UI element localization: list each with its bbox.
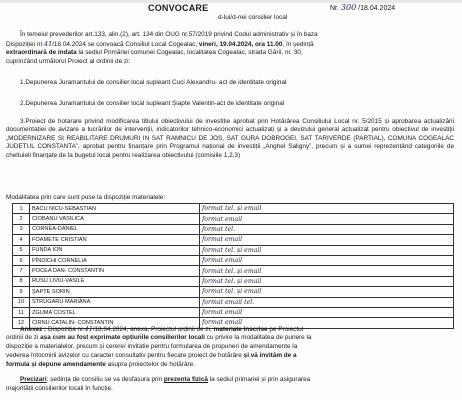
row-number: 10	[13, 297, 30, 307]
annex-text-2: /18.04.2024, anexa, Proiectul ordinii de zi,	[92, 326, 214, 333]
agenda-item-1: 1.Depunerea Juramantului de consilier local supleant Cuci Alexandru- act de identitate original	[20, 79, 287, 86]
number-handwritten: 300	[340, 3, 357, 12]
councillor-name: CORNEA-DANIEL	[30, 224, 200, 234]
councillor-name: ȘAPTE SORIN	[30, 287, 200, 297]
annex-line-2	[6, 334, 311, 341]
handwritten-option: format email tel.	[200, 297, 454, 307]
agenda-item-2: 2.Depunerea Juramantului de consilier local supleant Șiapte Valentin-act de identitate original	[20, 100, 285, 107]
annex-line-2a: ordinii de zi	[6, 334, 41, 341]
annex-text-3: pe Proiectul	[267, 326, 304, 333]
precizari-line-2: majorității consilierilor locali în funcție.	[6, 385, 113, 392]
handwritten-option: format email	[200, 235, 454, 245]
intro-date-time: vineri, 19.04.2024, ora 11.00	[198, 41, 283, 48]
councillor-name: ZGUMA COSTEL	[30, 307, 200, 317]
row-number: 5	[13, 245, 30, 255]
intro-line-2	[6, 40, 314, 48]
table-row	[13, 297, 454, 307]
intro-sedinta: , în ședință	[282, 41, 314, 48]
annex-line-5b: asupra proiectelor de hotărâre.	[105, 361, 195, 368]
precizari-text-1: : ședința de consiliu se va desfașura prin	[46, 376, 164, 383]
annex-line-2b: cu privire la modalitatea de punere la	[204, 334, 312, 341]
precizari-line-1	[20, 376, 310, 383]
annex-text-1: Dispoziția nr.	[46, 326, 85, 333]
row-number: 6	[13, 255, 30, 265]
annex-options: așa cum au fost exprimate opțiunile consilierilor locali	[40, 334, 205, 341]
handwritten-option: format tel. și email	[200, 266, 454, 276]
intro-dispozitie-number: 41	[44, 40, 53, 48]
councillor-name: STRUGARU MARIANA	[30, 297, 200, 307]
row-number: 8	[13, 276, 30, 286]
annex-line-4a: vederea întocmirii avizelor cu caracter consultativ pentru fiecare proiect de hotărâre	[6, 352, 244, 359]
councillor-name: CIRNU CATALIN- CONSTANTIN	[30, 318, 200, 328]
table-row	[13, 266, 454, 276]
councillor-name: PÎNDICHI CORNELIA	[30, 255, 200, 265]
councillor-name: CIOBANU VASILICA	[30, 214, 200, 224]
row-number: 11	[13, 307, 30, 317]
table-row	[13, 214, 454, 224]
handwritten-option: format tel.	[200, 224, 454, 234]
annex-line-1	[20, 325, 303, 333]
table-row	[13, 276, 454, 286]
annex-line-5	[6, 361, 195, 368]
annex-dispozitie-number: 41	[84, 325, 93, 333]
table-row	[13, 224, 454, 234]
table-row	[13, 204, 454, 214]
table-row	[13, 245, 454, 255]
table-row	[13, 307, 454, 317]
handwritten-option: format tel. și email	[200, 276, 454, 286]
row-number: 4	[13, 235, 30, 245]
row-number: 9	[13, 287, 30, 297]
intro-line-4: cuprinzând următorul Proiect al ordinii de zi:	[6, 58, 131, 65]
row-number: 1	[13, 204, 30, 214]
table-row	[13, 287, 454, 297]
precizari-physical: prezenta fizică	[163, 376, 208, 383]
handwritten-option: format email	[200, 318, 454, 328]
table-row	[13, 255, 454, 265]
row-number: 3	[13, 224, 30, 234]
annex-invite: și vă invităm de a	[243, 352, 297, 359]
councillor-name: BACU NICU-SEBASTIAN	[30, 204, 200, 214]
handwritten-option: format tel. și email	[200, 287, 454, 297]
councillor-name: POCEA DAN- CONSTANTIN	[30, 266, 200, 276]
annex-line-3: dispoziție a materialelor, precum și cerere/ invitatie pentru formularea de propuneri de amendamente la	[6, 343, 298, 350]
precizari-text-2: la sediul primariei și prin asigurarea	[207, 376, 311, 383]
intro-dispozitie-label: Dispoziției nr.	[6, 41, 45, 48]
handwritten-option: format tel. și email	[200, 204, 454, 214]
document-number	[330, 3, 395, 12]
number-date: /18.04.2024	[358, 5, 396, 12]
handwritten-option: format email	[200, 255, 454, 265]
intro-session-type: extraordinară de indata	[6, 49, 77, 56]
annex-label: Anexez :	[20, 326, 47, 333]
handwritten-option: format email	[200, 214, 454, 224]
councillor-name: FOAMETE CRISTIAN	[30, 235, 200, 245]
councillor-name: RUSU LIVIU-VASILE	[30, 276, 200, 286]
annex-amendments: formula și depune amendamente	[6, 361, 106, 368]
row-number: 12	[13, 318, 30, 328]
intro-line-3	[6, 49, 303, 56]
annex-line-4	[6, 352, 297, 359]
agenda-item-3: 3.Proiect de hotarare privind modificarea titlului obiectivului de investitie aprobat prin Hotărârea Consiliului Local nr. 5/2015 și aprobarea actualizării documentației de avizare a lucrărilor de intervenții, indicatorilor tehnico-economici actualizați și a devizului general actualizat pentru obiectivul de investiții „MODERNIZARE SI REABILITARE DRUMURI IN SAT RAMNICU DE JOS, SAT GURA DOBROGEI, SAT TARIVERDE (PARTIAL), COMUNA COGEALAC JUDETUL CONSTANTA”, aprobat pentru finanțare prin Programul național de investiții „Anghel Saligny”, precum și a sumei reprezentând categoriile de cheltuieli finanțate de la bugetul local pentru realizarea obiectivului (comisiile 1,2,3)	[6, 118, 454, 159]
precizari-label: Precizari	[20, 376, 47, 383]
document-title: CONVOCARE	[148, 3, 209, 13]
councillor-name: FUNDA ION	[30, 245, 200, 255]
handwritten-option: format email	[200, 307, 454, 317]
handwritten-option: format tel. și email	[200, 245, 454, 255]
materials-caption: Modalitatea prin care sunt puse la dispoziție materialele:	[6, 194, 166, 201]
number-label: Nr.	[330, 5, 339, 12]
row-number: 7	[13, 266, 30, 276]
intro-convocation: /18.04.2024 se convoacă Consiliul Local Cogealac,	[52, 41, 199, 48]
intro-line-1: În temeiul prevederilor art.133, alin.(2), art. 134 din OUG nr.57/2019 privind Codul administrativ și în baza	[20, 31, 318, 38]
addressee-line: d-lui/d-nei consilier local	[218, 14, 288, 21]
annex-materials: materiale înscrise	[213, 326, 268, 333]
materials-table	[12, 203, 454, 329]
table-row	[13, 235, 454, 245]
intro-location: la sediul Primăriei comunei Cogealac, localitatea Cogealac, strada Gării, nr. 30,	[76, 49, 303, 56]
row-number: 2	[13, 214, 30, 224]
